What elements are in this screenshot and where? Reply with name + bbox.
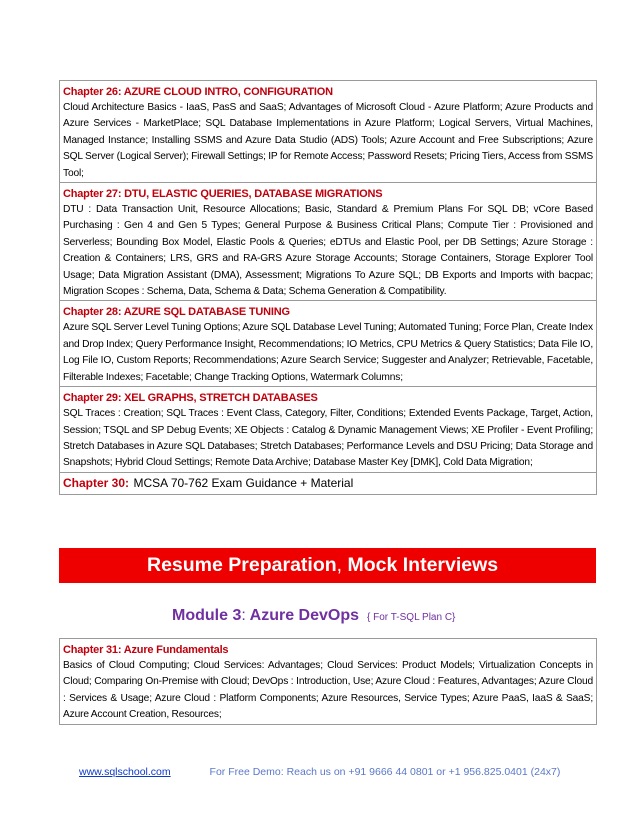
chapter-29-body: SQL Traces : Creation; SQL Traces : Event Class, Category, Filter, Conditions; Extended Events Package, Target, Action, Session; TSQL and SP Debug Events; XE Objects : Catalog & Dynamic Management Views; XE Profiler - Event Profiling; Stretch Databases in Azure SQL Databases; Stretch Databases; Performance Levels and DSU Pricing; Data Storage and Snapshots; Hybrid Cloud Settings; Remote Data Archive; Database Master Key [DMK], Cold Data Migration; (63, 408, 593, 469)
chapter-31-body: Basics of Cloud Computing; Cloud Services: Advantages; Cloud Services: Product Models; Virtualization Concepts in Cloud; Comparing On-Premise with Cloud; DevOps : Introduction, Use; Azure Cloud : Features, Advantages; Azure Cloud : Services & Usage; Azure Cloud : Platform Components; Azure Resources, Service Types; Azure PaaS, IaaS & SaaS; Azure Account Creation, Resources; (63, 660, 593, 721)
chapter-29-row (60, 387, 597, 473)
chapter-28-title: Chapter 28: AZURE SQL DATABASE TUNING (63, 306, 290, 319)
chapter-27-body: DTU : Data Transaction Unit, Resource Allocations; Basic, Standard & Premium Plans For SQL DB; vCore Based Purchasing : Gen 4 and Gen 5 Types; General Purpose & Business Critical Plans; Compute Tier : Provisioned and Serverless; Bounding Box Model, Elastic Pools & Queries; eDTUs and Elastic Pool, per DB Settings; Azure Storage : Creation & Containers; LRS, GRS and RA-GRS Azure Storage Accounts; Storage Containers, Storage Explorer Tool Usage; Data Migration Assistant (DMA), Assessment; Migrations To Azure SQL; DB Exports and Imports with bacpac; Migration Scopes : Schema, Data, Schema & Data; Schema Generation & Compatibility. (63, 204, 593, 298)
chapter-30-label: Chapter 30: (63, 475, 130, 490)
free-demo-contact: For Free Demo: Reach us on +91 9666 44 0801 or +1 956.825.0401 (24x7) (209, 766, 561, 778)
chapter-26-body: Cloud Architecture Basics - IaaS, PasS and SaaS; Advantages of Microsoft Cloud - Azure Platform; Azure Products and Azure Services - MarketPlace; SQL Database Implementations in Azure Platform; Logical Servers, Virtual Machines, Managed Instance; Installing SSMS and Azure Data Studio (ADS) Tools; Azure Account and Free Subscriptions; Azure SQL Server (Logical Server); Firewall Settings; IP for Remote Access; Password Resets; Pricing Tiers, Access from SSMS Tool; (63, 102, 593, 179)
banner-resume-text: Resume Preparation (147, 554, 337, 576)
syllabus-table-module-3 (59, 638, 597, 725)
chapter-27-row (60, 183, 597, 301)
chapter-30-row (60, 472, 597, 494)
chapter-31-title: Chapter 31: Azure Fundamentals (63, 644, 229, 656)
chapter-26-row (60, 81, 597, 183)
module-label: Module 3 (172, 607, 242, 624)
chapter-28-row (60, 301, 597, 387)
banner-mock-text: Mock Interviews (342, 554, 499, 576)
chapter-31-row (60, 639, 597, 725)
chapter-27-title: Chapter 27: DTU, ELASTIC QUERIES, DATABASE MIGRATIONS (63, 188, 383, 201)
chapter-30-text: MCSA 70-762 Exam Guidance + Material (133, 475, 354, 490)
module-3-heading (172, 604, 455, 630)
chapter-26-title: Chapter 26: AZURE CLOUD INTRO, CONFIGURATION (63, 86, 333, 98)
page-footer (79, 765, 560, 779)
syllabus-table-module-2 (59, 80, 597, 495)
banner-comma: , (336, 554, 343, 576)
resume-mock-interview-banner (59, 548, 596, 583)
chapter-29-title: Chapter 29: XEL GRAPHS, STRETCH DATABASES (63, 392, 318, 405)
module-title: Azure DevOps (245, 607, 360, 624)
module-colon: : (241, 607, 246, 624)
chapter-28-body: Azure SQL Server Level Tuning Options; Azure SQL Database Level Tuning; Automated Tuning; Force Plan, Create Index and Drop Index; Query Performance Insight, Recommendations; IO Metrics, CPU Metrics & Query Statistics; Data File IO, Log File IO, Custom Reports; Recommendations; Azure Search Service; Suggester and Analyzer; Retrievable, Facetable, Filterable Indexes; Facetable; Change Tracking Options, Watermark Columns; (63, 322, 593, 383)
website-link[interactable]: www.sqlschool.com (79, 766, 171, 778)
module-plan-note: { For T-SQL Plan C} (367, 612, 456, 623)
